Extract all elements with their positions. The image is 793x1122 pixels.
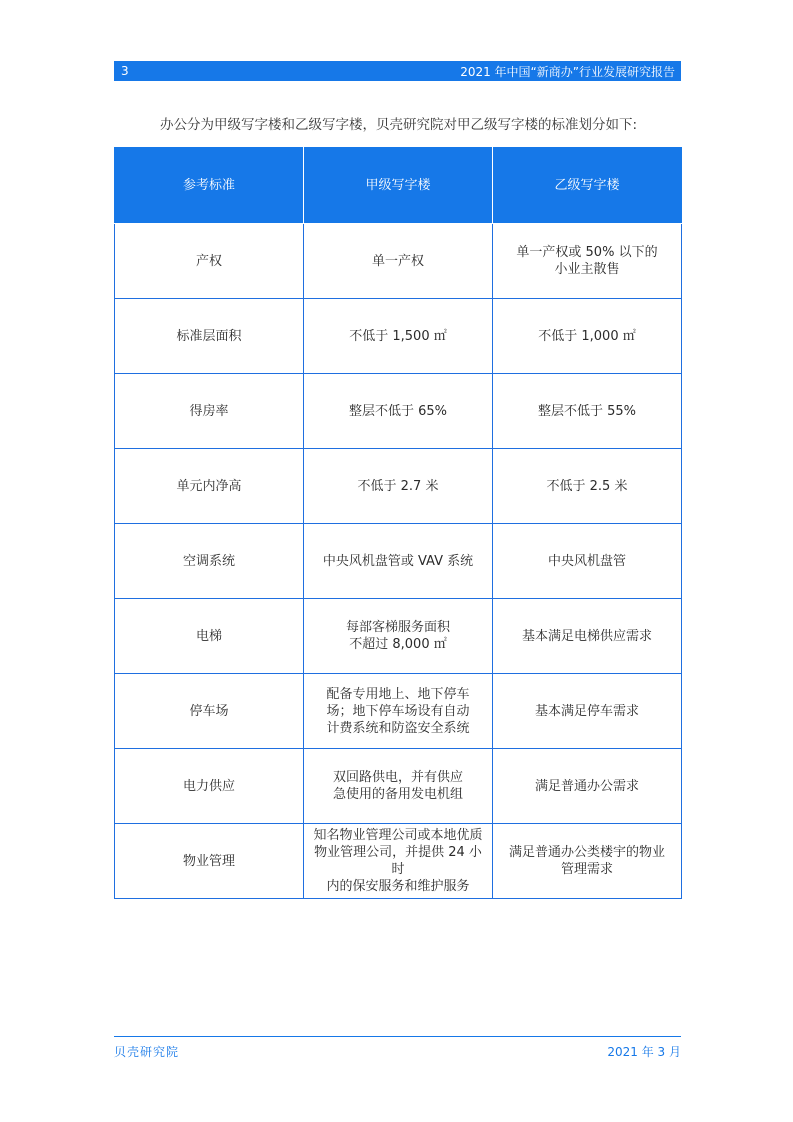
table-row — [115, 824, 682, 899]
cell-grade-b: 整层不低于 55% — [493, 374, 682, 449]
cell-criteria: 产权 — [115, 224, 304, 299]
cell-grade-a: 知名物业管理公司或本地优质 物业管理公司，并提供 24 小时 内的保安服务和维护服务 — [304, 824, 493, 899]
footer-divider — [114, 1036, 681, 1037]
column-header-criteria: 参考标准 — [115, 148, 304, 224]
cell-criteria: 空调系统 — [115, 524, 304, 599]
table-row — [115, 374, 682, 449]
intro-text: 办公分为甲级写字楼和乙级写字楼，贝壳研究院对甲乙级写字楼的标准划分如下: — [160, 117, 638, 133]
footer-date: 2021 年 3 月 — [607, 1045, 681, 1059]
page-number: 3 — [121, 64, 129, 78]
table-row — [115, 674, 682, 749]
cell-grade-a: 双回路供电，并有供应 急使用的备用发电机组 — [304, 749, 493, 824]
table-row — [115, 449, 682, 524]
table-row — [115, 524, 682, 599]
cell-criteria: 电梯 — [115, 599, 304, 674]
cell-grade-b: 不低于 1,000 ㎡ — [493, 299, 682, 374]
cell-grade-b: 满足普通办公需求 — [493, 749, 682, 824]
table-row — [115, 224, 682, 299]
cell-grade-b: 中央风机盘管 — [493, 524, 682, 599]
cell-grade-a: 中央风机盘管或 VAV 系统 — [304, 524, 493, 599]
header-bar — [114, 61, 681, 81]
cell-grade-a: 整层不低于 65% — [304, 374, 493, 449]
table-header-row — [115, 148, 682, 224]
report-title: 2021 年中国“新商办”行业发展研究报告 — [460, 64, 675, 79]
cell-criteria: 标准层面积 — [115, 299, 304, 374]
footer-publisher: 贝壳研究院 — [114, 1045, 180, 1059]
cell-criteria: 电力供应 — [115, 749, 304, 824]
cell-grade-a: 单一产权 — [304, 224, 493, 299]
cell-criteria: 单元内净高 — [115, 449, 304, 524]
table-row — [115, 299, 682, 374]
column-header-grade-b: 乙级写字楼 — [493, 148, 682, 224]
cell-criteria: 得房率 — [115, 374, 304, 449]
cell-grade-b: 不低于 2.5 米 — [493, 449, 682, 524]
cell-grade-a: 每部客梯服务面积 不超过 8,000 ㎡ — [304, 599, 493, 674]
cell-grade-b: 满足普通办公类楼宇的物业 管理需求 — [493, 824, 682, 899]
column-header-grade-a: 甲级写字楼 — [304, 148, 493, 224]
cell-criteria: 物业管理 — [115, 824, 304, 899]
cell-grade-b: 基本满足电梯供应需求 — [493, 599, 682, 674]
cell-grade-a: 配备专用地上、地下停车 场；地下停车场设有自动 计费系统和防盗安全系统 — [304, 674, 493, 749]
cell-criteria: 停车场 — [115, 674, 304, 749]
cell-grade-a: 不低于 2.7 米 — [304, 449, 493, 524]
table-row — [115, 599, 682, 674]
cell-grade-b: 基本满足停车需求 — [493, 674, 682, 749]
table-row — [115, 749, 682, 824]
office-grade-table — [114, 147, 682, 899]
cell-grade-b: 单一产权或 50% 以下的 小业主散售 — [493, 224, 682, 299]
cell-grade-a: 不低于 1,500 ㎡ — [304, 299, 493, 374]
